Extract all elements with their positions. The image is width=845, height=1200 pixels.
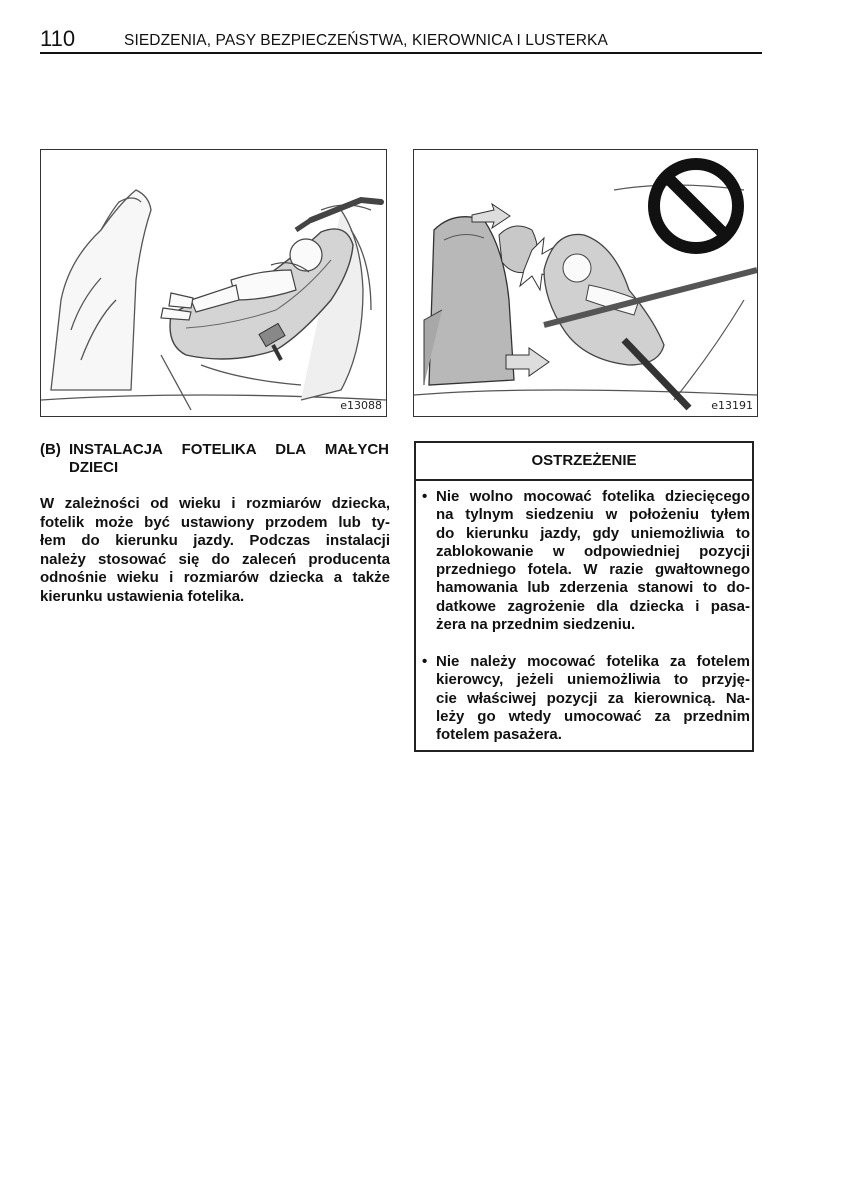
warning-line: zablokowanie w odpowiedniej pozycji	[436, 542, 750, 560]
warning-line: kierowcy, jeżeli uniemożliwia to przyję-	[436, 671, 750, 689]
header-rule	[40, 52, 762, 54]
warning-line: leży go wtedy umocować za przednim	[436, 707, 750, 725]
warning-line: cie właściwej pozycji za kierownicą. Na-	[436, 689, 750, 707]
prohibited-drawing	[414, 150, 757, 416]
section-body	[40, 495, 390, 606]
warning-rule	[416, 479, 752, 481]
body-line: odnośnie wieku i rozmiarów dziecka a także	[40, 569, 390, 586]
warning-title: OSTRZEŻENIE	[531, 452, 637, 469]
body-line: należy stosować się do zaleceń producenta	[40, 550, 390, 568]
figure-code: e13191	[711, 399, 753, 412]
warning-line: żera na przednim siedzeniu.	[436, 616, 636, 634]
warning-line: Nie wolno mocować fotelika dziecięcego	[436, 488, 750, 505]
figure-code: e13088	[340, 399, 382, 412]
warning-line: datkowe zagrożenie dla dziecka i pasa-	[436, 597, 750, 615]
page-number: 110	[40, 26, 76, 51]
warning-line: do kierunku jazdy, gdy uniemożliwia to	[436, 524, 750, 542]
illustration-child-seat-installed	[40, 149, 387, 417]
body-line: kierunku ustawienia fotelika.	[40, 587, 245, 605]
warning-line: na tylnym siedzeniu w położeniu tyłem	[436, 506, 750, 524]
warning-line: Nie należy mocować fotelika za fotelem	[436, 653, 750, 670]
section-heading-line: INSTALACJA FOTELIKA DLA MAŁYCH	[69, 441, 389, 458]
bullet-icon: •	[422, 653, 428, 670]
chapter-title: SIEDZENIA, PASY BEZPIECZEŃSTWA, KIEROWNICA I LUSTERKA	[124, 32, 608, 49]
body-line: fotelik może być ustawiony przodem lub ty-	[40, 513, 390, 531]
body-line: W zależności od wieku i rozmiarów dziecka,	[40, 495, 390, 512]
section-prefix: (B)	[40, 441, 61, 458]
section-heading-line: DZIECI	[69, 459, 119, 476]
warning-box	[414, 441, 754, 752]
illustration-prohibited-placement	[413, 149, 758, 417]
child-seat-drawing	[41, 150, 386, 416]
warning-line: przedniego fotela. W razie gwałtownego	[436, 561, 750, 579]
warning-line: hamowania lub zderzenia stanowi to do-	[436, 579, 750, 597]
page-header	[40, 26, 762, 54]
warning-line: fotelem pasażera.	[436, 726, 562, 744]
bullet-icon: •	[422, 488, 428, 505]
body-line: łem do kierunku jazdy. Podczas instalacji	[40, 532, 390, 549]
